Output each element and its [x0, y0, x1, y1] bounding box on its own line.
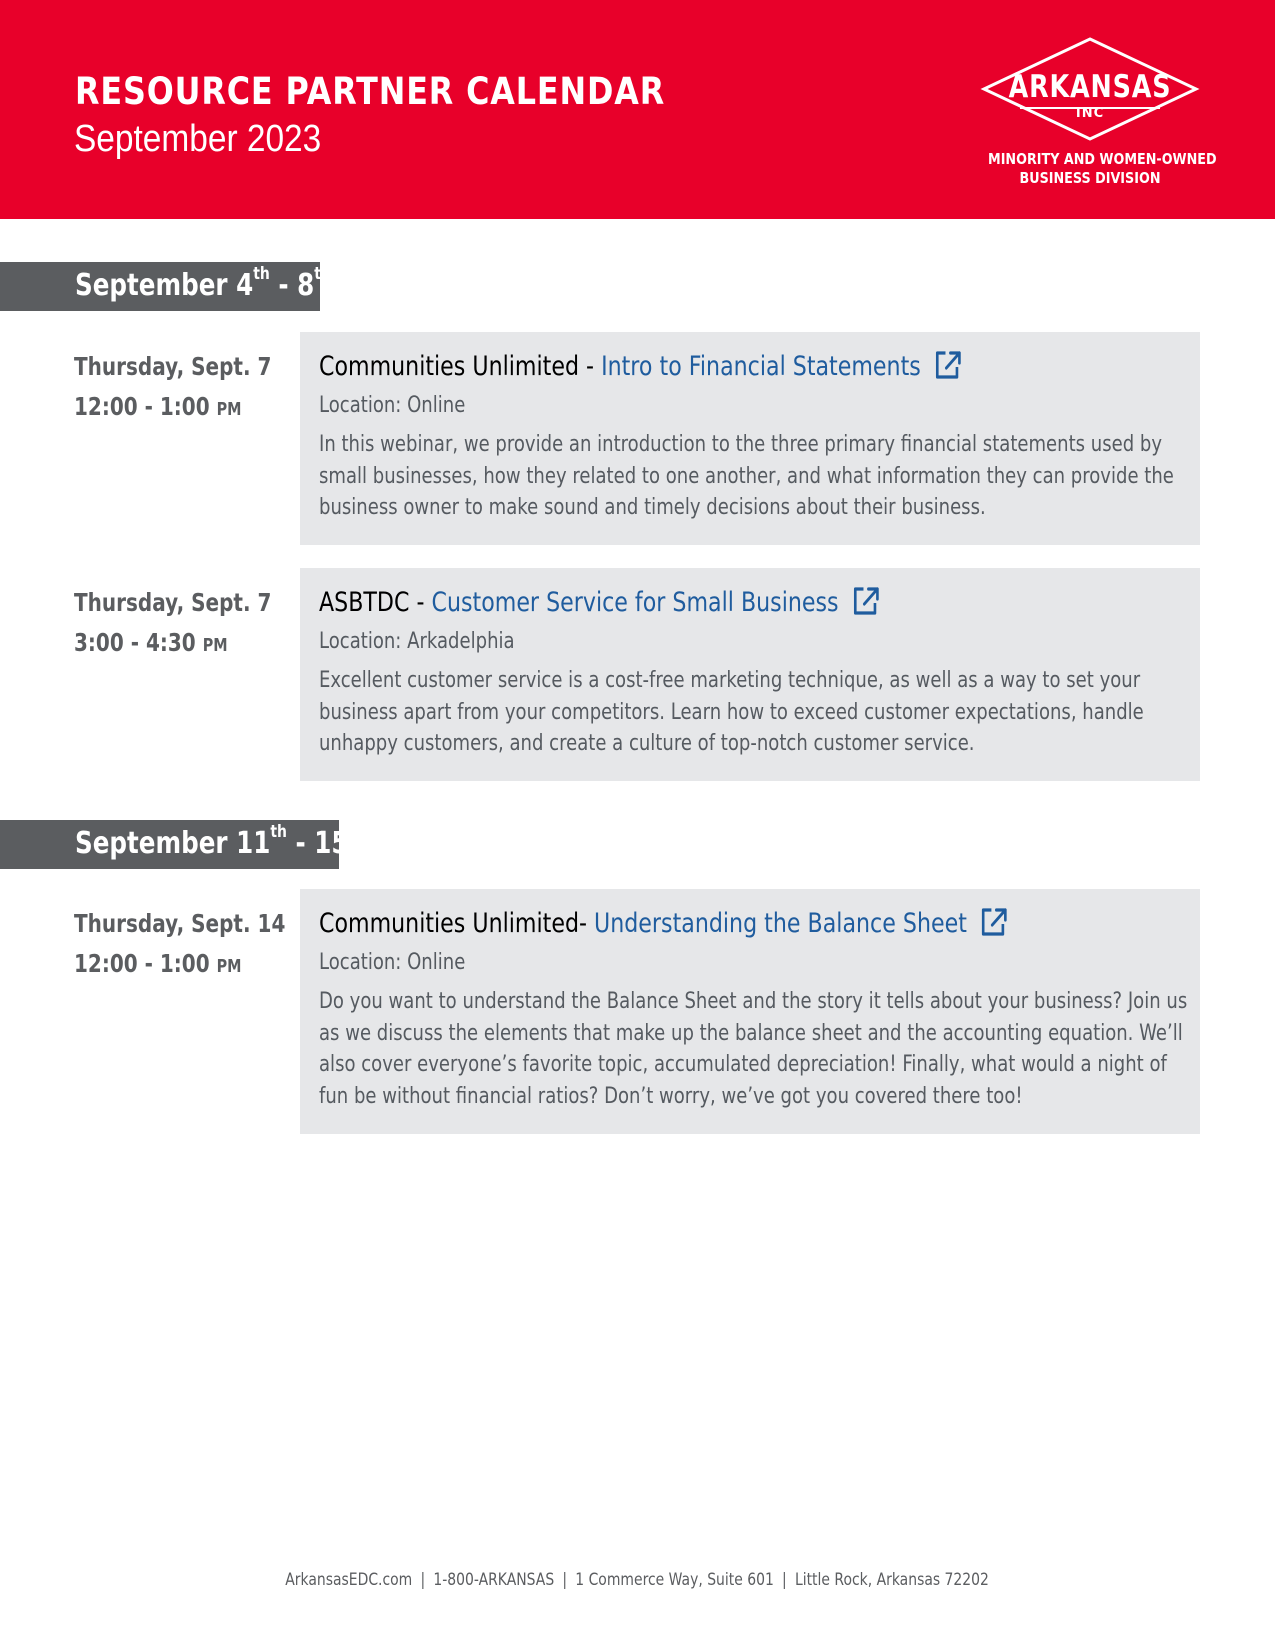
week-start-suffix: th	[270, 822, 287, 842]
event-meridiem: PM	[216, 956, 242, 977]
event-time: 12:00 - 1:00	[74, 392, 210, 421]
external-link-icon[interactable]	[980, 907, 1008, 937]
external-link-icon[interactable]	[852, 586, 880, 616]
event-time-row	[74, 944, 285, 987]
event-location: Location: Arkadelphia	[319, 629, 515, 654]
event-description: Do you want to understand the Balance Sheet and the story it tells about your business? Join us as we discuss the elements that make up the balance sheet and the accounting equation. We’ll also cover everyone’s favorite topic, accumulated depreciation! Finally, what would a night of fun be without financial ratios? Don’t worry, we’ve got you covered there too!	[319, 989, 1188, 1109]
week-end-suffix: th	[348, 822, 366, 842]
week-separator: -	[286, 826, 315, 861]
logo-inc: INC	[1075, 106, 1105, 121]
event-1-datetime	[74, 347, 271, 430]
event-meridiem: PM	[202, 635, 228, 656]
event-location: Location: Online	[319, 393, 466, 418]
header-bar	[0, 0, 1275, 219]
event-location: Location: Online	[319, 950, 466, 975]
week-end: 8	[297, 268, 315, 303]
event-time-row	[74, 623, 271, 666]
event-description: Excellent customer service is a cost-free marketing technique, as well as a way to set your business apart from your competitors. Learn how to exceed customer expectations, handle unhappy customers, and create a culture of top-notch customer service.	[319, 668, 1144, 756]
week-separator: -	[269, 268, 298, 303]
week-end: 15	[314, 826, 349, 861]
event-card-3	[300, 889, 1200, 1134]
footer-separator: |	[420, 1570, 426, 1590]
footer-website[interactable]: ArkansasEDC.com	[285, 1570, 413, 1590]
event-organizer: ASBTDC -	[319, 587, 432, 618]
footer-separator: |	[562, 1570, 568, 1590]
week-end-suffix: th	[314, 264, 331, 284]
event-title-row	[319, 348, 1205, 386]
event-organizer: Communities Unlimited -	[319, 351, 602, 382]
footer-separator: |	[782, 1570, 788, 1590]
week-start-suffix: th	[253, 264, 270, 284]
event-card-1	[300, 332, 1200, 545]
page-subtitle: September 2023	[74, 118, 322, 160]
footer-address: 1 Commerce Way, Suite 601	[575, 1570, 775, 1590]
event-link[interactable]: Customer Service for Small Business	[431, 587, 839, 618]
footer-phone: 1-800-ARKANSAS	[433, 1570, 555, 1590]
event-card-2	[300, 568, 1200, 781]
event-time: 12:00 - 1:00	[74, 949, 210, 978]
event-description: In this webinar, we provide an introduction to the three primary financial statements used by small businesses, how they related to one another, and what information they can provide the business owner to make sound and timely decisions about their business.	[319, 432, 1174, 520]
event-time-row	[74, 387, 271, 430]
week-start: September 11	[75, 826, 271, 861]
event-date: Thursday, Sept. 7	[74, 588, 272, 617]
logo-division-line2: BUSINESS DIVISION	[1019, 169, 1161, 187]
footer-city: Little Rock, Arkansas 72202	[795, 1570, 990, 1590]
event-link[interactable]: Intro to Financial Statements	[601, 351, 921, 382]
event-organizer: Communities Unlimited-	[319, 908, 595, 939]
arkansas-inc-logo	[980, 36, 1217, 191]
event-meridiem: PM	[216, 399, 242, 420]
event-title-row	[319, 905, 1205, 943]
week-start: September 4	[75, 268, 254, 303]
week-banner-2	[0, 820, 366, 869]
event-date: Thursday, Sept. 7	[74, 352, 272, 381]
footer	[0, 1570, 1275, 1590]
logo-wordmark: ARKANSAS	[1008, 69, 1172, 105]
event-title-row	[319, 584, 1205, 622]
event-2-datetime	[74, 583, 271, 666]
page-title: RESOURCE PARTNER CALENDAR	[75, 70, 666, 113]
logo-division	[988, 150, 1217, 188]
event-link[interactable]: Understanding the Balance Sheet	[594, 908, 967, 939]
event-time: 3:00 - 4:30	[74, 628, 196, 657]
logo-division-line1: MINORITY AND WOMEN-OWNED	[988, 150, 1217, 168]
event-date: Thursday, Sept. 14	[74, 909, 286, 938]
external-link-icon[interactable]	[934, 350, 962, 380]
event-3-datetime	[74, 904, 285, 987]
week-banner-1	[0, 262, 331, 311]
